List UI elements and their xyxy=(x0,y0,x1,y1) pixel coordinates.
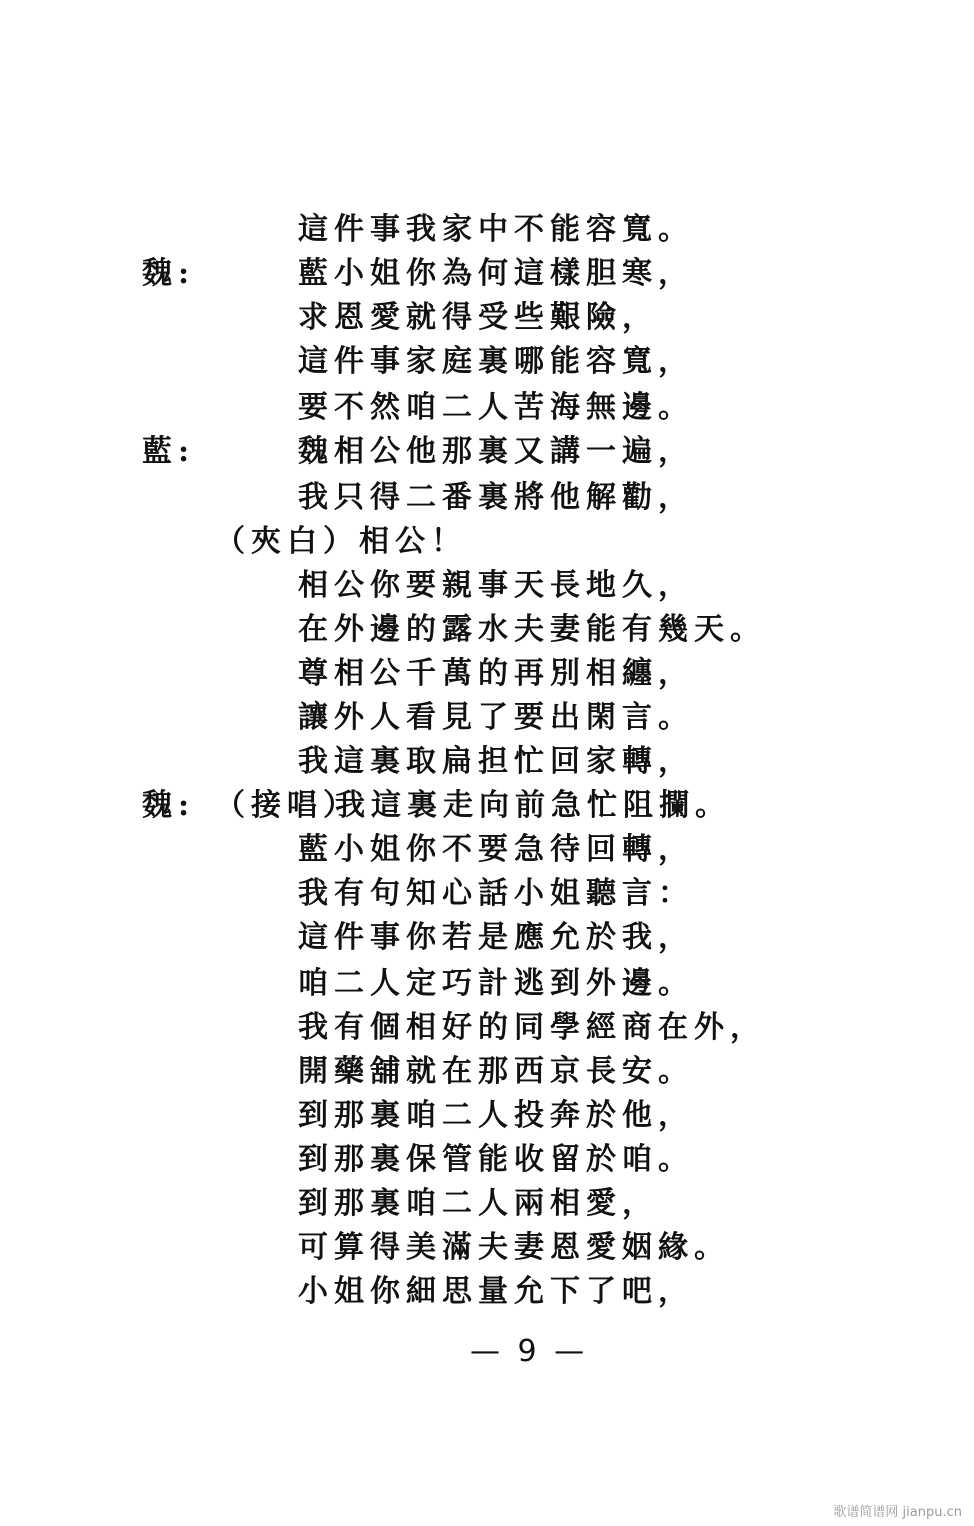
speaker-label: 魏: xyxy=(142,788,196,823)
lyric-line: 這件事你若是應允於我， xyxy=(298,920,694,955)
lyric-line: 可算得美滿夫妻恩愛姻緣。 xyxy=(298,1230,730,1265)
lyric-line: 我這裏走向前急忙阻攔。 xyxy=(335,788,731,823)
lyric-line: 到那裏保管能收留於咱。 xyxy=(298,1142,694,1177)
lyric-line: 我這裏取扁担忙回家轉， xyxy=(298,744,694,779)
lyric-line: 尊相公千萬的再別相纏， xyxy=(298,656,694,691)
speaker-label: 魏: xyxy=(142,256,196,291)
page-number: — 9 — xyxy=(470,1334,589,1369)
lyric-line: 小姐你細思量允下了吧， xyxy=(298,1274,694,1309)
lyric-line: 要不然咱二人苦海無邊。 xyxy=(298,390,694,425)
stage-direction: （接唱） xyxy=(215,788,359,823)
lyric-line: 這件事家庭裏哪能容寬， xyxy=(298,344,694,379)
lyric-line: 我有個相好的同學經商在外， xyxy=(298,1010,766,1045)
watermark-text: 歌谱简谱网 jianpu.cn xyxy=(833,1505,962,1520)
lyric-line: 相公你要親事天長地久， xyxy=(298,568,694,603)
lyric-line: 讓外人看見了要出閑言。 xyxy=(298,700,694,735)
lyric-line: 藍小姐你不要急待回轉， xyxy=(298,832,694,867)
lyric-line: 求恩愛就得受些艱險， xyxy=(298,300,658,335)
stage-direction: （夾白）相公！ xyxy=(215,524,467,559)
lyric-line: 我有句知心話小姐聽言： xyxy=(298,876,694,911)
lyric-line: 藍小姐你為何這樣胆寒， xyxy=(298,256,694,291)
lyric-line: 魏相公他那裏又講一遍， xyxy=(298,434,694,469)
lyric-line: 這件事我家中不能容寬。 xyxy=(298,212,694,247)
speaker-label: 藍: xyxy=(142,434,196,469)
lyric-line: 到那裏咱二人投奔於他， xyxy=(298,1098,694,1133)
lyric-line: 開藥舖就在那西京長安。 xyxy=(298,1054,694,1089)
lyric-line: 到那裏咱二人兩相愛， xyxy=(298,1186,658,1221)
lyric-line: 咱二人定巧計逃到外邊。 xyxy=(298,966,694,1001)
lyric-line: 在外邊的露水夫妻能有幾天。 xyxy=(298,612,766,647)
lyric-line: 我只得二番裏將他解勸， xyxy=(298,480,694,515)
